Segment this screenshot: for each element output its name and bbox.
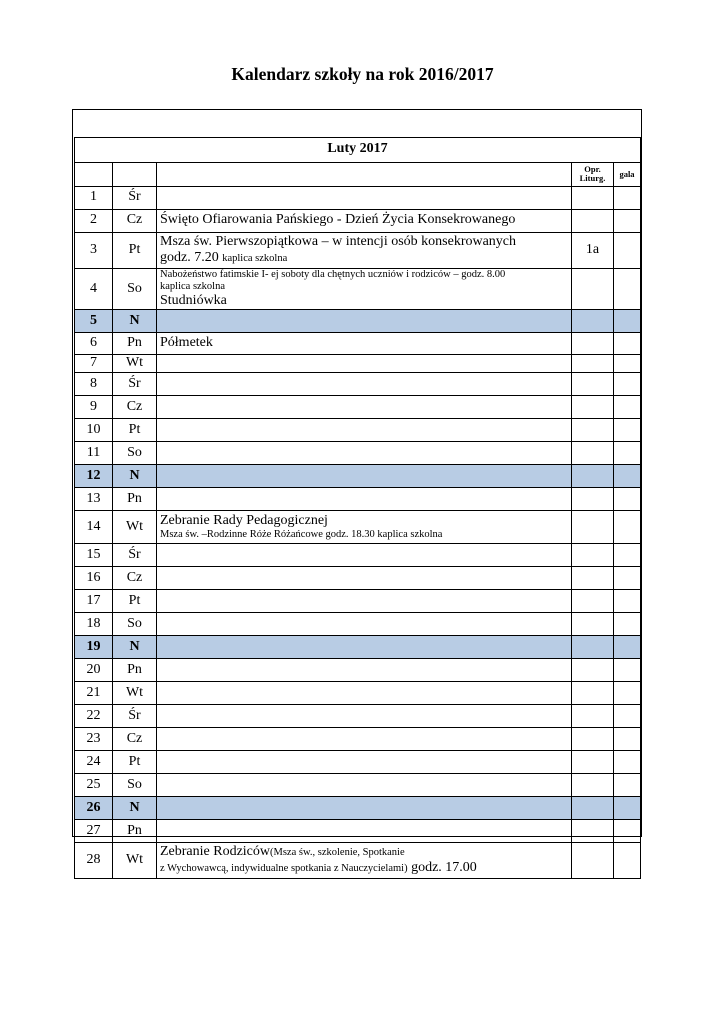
- weekday: Cz: [113, 209, 157, 232]
- liturgy-cell: [572, 842, 614, 878]
- weekday: Śr: [113, 372, 157, 395]
- weekday: Śr: [113, 704, 157, 727]
- day-number: 13: [75, 487, 113, 510]
- month-header-row: [75, 137, 641, 162]
- day-number: 16: [75, 566, 113, 589]
- weekday: So: [113, 268, 157, 309]
- event-text: Święto Ofiarowania Pańskiego - Dzień Życia Konsekrowanego: [160, 212, 516, 228]
- weekday: So: [113, 612, 157, 635]
- event-time: godz. 17.00: [411, 860, 477, 876]
- gala-cell: [614, 268, 641, 309]
- gala-cell: [614, 395, 641, 418]
- spacer-row: [75, 111, 641, 137]
- event-text: Msza św. –Rodzinne Róże Różańcowe godz. 18.30 kaplica szkolna: [160, 528, 443, 540]
- gala-cell: [614, 464, 641, 487]
- day-row: [75, 487, 641, 510]
- gala-cell: [614, 635, 641, 658]
- liturgy-cell: [572, 796, 614, 819]
- day-number: 14: [75, 510, 113, 543]
- gala-cell: [614, 543, 641, 566]
- day-row: [75, 566, 641, 589]
- day-row: [75, 773, 641, 796]
- month-title: Luty 2017: [75, 137, 641, 162]
- day-row: [75, 819, 641, 842]
- liturgy-cell: [572, 510, 614, 543]
- gala-cell: [614, 309, 641, 332]
- event-text: Msza św. Pierwszopiątkowa – w intencji osób konsekrowanych: [160, 233, 517, 249]
- weekday: N: [113, 464, 157, 487]
- gala-cell: [614, 566, 641, 589]
- weekday: So: [113, 441, 157, 464]
- gala-cell: [614, 589, 641, 612]
- event-description: [157, 510, 572, 543]
- day-row: [75, 418, 641, 441]
- day-row: [75, 186, 641, 209]
- liturgy-cell: [572, 487, 614, 510]
- gala-cell: [614, 372, 641, 395]
- day-number: 10: [75, 418, 113, 441]
- event-text: Zebranie Rady Pedagogicznej: [160, 512, 328, 528]
- column-header-row: [75, 162, 641, 186]
- day-number: 6: [75, 332, 113, 354]
- day-number: 5: [75, 309, 113, 332]
- liturgy-cell: [572, 372, 614, 395]
- day-number: 8: [75, 372, 113, 395]
- event-location: kaplica szkolna: [222, 253, 288, 264]
- day-row: [75, 372, 641, 395]
- event-time: godz. 7.20: [160, 250, 219, 265]
- event-description: [157, 704, 572, 727]
- calendar-table: [74, 111, 641, 879]
- event-description: [157, 354, 572, 372]
- event-description: [157, 543, 572, 566]
- day-number: 26: [75, 796, 113, 819]
- event-description: [157, 842, 572, 878]
- gala-cell: [614, 487, 641, 510]
- day-number: 21: [75, 681, 113, 704]
- liturgy-cell: [572, 635, 614, 658]
- liturgy-cell: [572, 354, 614, 372]
- weekday: Pn: [113, 658, 157, 681]
- header-gala: gala: [614, 162, 641, 186]
- day-number: 28: [75, 842, 113, 878]
- liturgy-cell: [572, 464, 614, 487]
- liturgy-cell: [572, 186, 614, 209]
- day-number: 17: [75, 589, 113, 612]
- liturgy-cell: [572, 395, 614, 418]
- event-line: [160, 860, 571, 876]
- event-text: Studniówka: [160, 292, 227, 308]
- event-location: kaplica szkolna: [160, 280, 226, 292]
- day-row: [75, 750, 641, 773]
- gala-cell: [614, 332, 641, 354]
- day-number: 20: [75, 658, 113, 681]
- day-row: [75, 332, 641, 354]
- weekday: Śr: [113, 186, 157, 209]
- day-row: [75, 354, 641, 372]
- day-row: [75, 635, 641, 658]
- weekday: N: [113, 309, 157, 332]
- event-description: [157, 186, 572, 209]
- gala-cell: [614, 750, 641, 773]
- day-number: 1: [75, 186, 113, 209]
- weekday: Cz: [113, 566, 157, 589]
- day-number: 15: [75, 543, 113, 566]
- liturgy-cell: [572, 441, 614, 464]
- day-number: 24: [75, 750, 113, 773]
- event-description: [157, 209, 572, 232]
- day-row: [75, 441, 641, 464]
- event-description: [157, 635, 572, 658]
- gala-cell: [614, 681, 641, 704]
- gala-cell: [614, 186, 641, 209]
- day-row: [75, 842, 641, 878]
- weekday: N: [113, 635, 157, 658]
- header-desc-cell: [157, 162, 572, 186]
- gala-cell: [614, 727, 641, 750]
- event-description: [157, 395, 572, 418]
- event-description: [157, 589, 572, 612]
- event-description: [157, 750, 572, 773]
- gala-cell: [614, 658, 641, 681]
- event-text: z Wychowawcą, indywidualne spotkania z Nauczycielami): [160, 863, 408, 875]
- document-title: Kalendarz szkoły na rok 2016/2017: [231, 64, 494, 84]
- weekday: Cz: [113, 395, 157, 418]
- day-row: [75, 510, 641, 543]
- liturgy-cell: [572, 309, 614, 332]
- weekday: Pt: [113, 418, 157, 441]
- liturgy-cell: [572, 681, 614, 704]
- spacer-cell: [75, 111, 641, 137]
- day-number: 25: [75, 773, 113, 796]
- event-line: [160, 844, 571, 860]
- weekday: Wt: [113, 510, 157, 543]
- liturgy-cell: [572, 727, 614, 750]
- weekday: Pn: [113, 487, 157, 510]
- event-description: [157, 612, 572, 635]
- gala-cell: [614, 819, 641, 842]
- gala-cell: [614, 842, 641, 878]
- liturgy-cell: [572, 658, 614, 681]
- event-description: [157, 464, 572, 487]
- day-row: [75, 268, 641, 309]
- day-number: 12: [75, 464, 113, 487]
- liturgy-cell: [572, 566, 614, 589]
- day-number: 7: [75, 354, 113, 372]
- weekday: Wt: [113, 842, 157, 878]
- event-description: [157, 727, 572, 750]
- event-description: [157, 658, 572, 681]
- event-description: [157, 796, 572, 819]
- header-day-cell: [113, 162, 157, 186]
- weekday: Pn: [113, 819, 157, 842]
- event-description: [157, 372, 572, 395]
- day-row: [75, 589, 641, 612]
- event-description: [157, 418, 572, 441]
- gala-cell: [614, 704, 641, 727]
- day-row: [75, 612, 641, 635]
- day-number: 23: [75, 727, 113, 750]
- day-row: [75, 309, 641, 332]
- liturgy-cell: [572, 332, 614, 354]
- event-text: Nabożeństwo fatimskie I- ej soboty dla chętnych uczniów i rodziców – godz. 8.00: [160, 268, 506, 280]
- day-row: [75, 209, 641, 232]
- weekday: Cz: [113, 727, 157, 750]
- liturgy-cell: [572, 589, 614, 612]
- event-description: [157, 487, 572, 510]
- weekday: Pt: [113, 232, 157, 268]
- gala-cell: [614, 441, 641, 464]
- day-row: [75, 232, 641, 268]
- event-text: (Msza św., szkolenie, Spotkanie: [270, 847, 405, 859]
- gala-cell: [614, 612, 641, 635]
- day-number: 3: [75, 232, 113, 268]
- day-row: [75, 464, 641, 487]
- day-number: 4: [75, 268, 113, 309]
- event-description: [157, 566, 572, 589]
- weekday: Pt: [113, 589, 157, 612]
- event-description: [157, 441, 572, 464]
- liturgy-cell: [572, 209, 614, 232]
- weekday: Pt: [113, 750, 157, 773]
- day-row: [75, 727, 641, 750]
- day-number: 11: [75, 441, 113, 464]
- event-description: [157, 819, 572, 842]
- event-description: [157, 268, 572, 309]
- header-liturgy: Opr. Liturg.: [572, 162, 614, 186]
- liturgy-cell: [572, 268, 614, 309]
- day-row: [75, 796, 641, 819]
- day-number: 22: [75, 704, 113, 727]
- event-description: [157, 332, 572, 354]
- event-text: Zebranie Rodziców: [160, 844, 271, 860]
- liturgy-cell: [572, 773, 614, 796]
- day-row: [75, 658, 641, 681]
- gala-cell: [614, 209, 641, 232]
- day-row: [75, 681, 641, 704]
- day-number: 19: [75, 635, 113, 658]
- day-number: 18: [75, 612, 113, 635]
- gala-cell: [614, 232, 641, 268]
- weekday: N: [113, 796, 157, 819]
- gala-cell: [614, 773, 641, 796]
- day-row: [75, 395, 641, 418]
- liturgy-cell: [572, 418, 614, 441]
- gala-cell: [614, 510, 641, 543]
- liturgy-cell: [572, 750, 614, 773]
- header-num-cell: [75, 162, 113, 186]
- day-row: [75, 543, 641, 566]
- liturgy-cell: [572, 612, 614, 635]
- day-number: 9: [75, 395, 113, 418]
- weekday: Wt: [113, 354, 157, 372]
- gala-cell: [614, 418, 641, 441]
- gala-cell: [614, 354, 641, 372]
- day-row: [75, 704, 641, 727]
- event-description: [157, 309, 572, 332]
- event-text: Półmetek: [160, 335, 213, 351]
- day-number: 27: [75, 819, 113, 842]
- gala-cell: [614, 796, 641, 819]
- weekday: Śr: [113, 543, 157, 566]
- liturgy-cell: 1a: [572, 232, 614, 268]
- event-description: [157, 681, 572, 704]
- liturgy-cell: [572, 704, 614, 727]
- event-description: [157, 773, 572, 796]
- day-number: 2: [75, 209, 113, 232]
- weekday: So: [113, 773, 157, 796]
- weekday: Wt: [113, 681, 157, 704]
- weekday: Pn: [113, 332, 157, 354]
- liturgy-cell: [572, 819, 614, 842]
- liturgy-cell: [572, 543, 614, 566]
- event-description: [157, 232, 572, 268]
